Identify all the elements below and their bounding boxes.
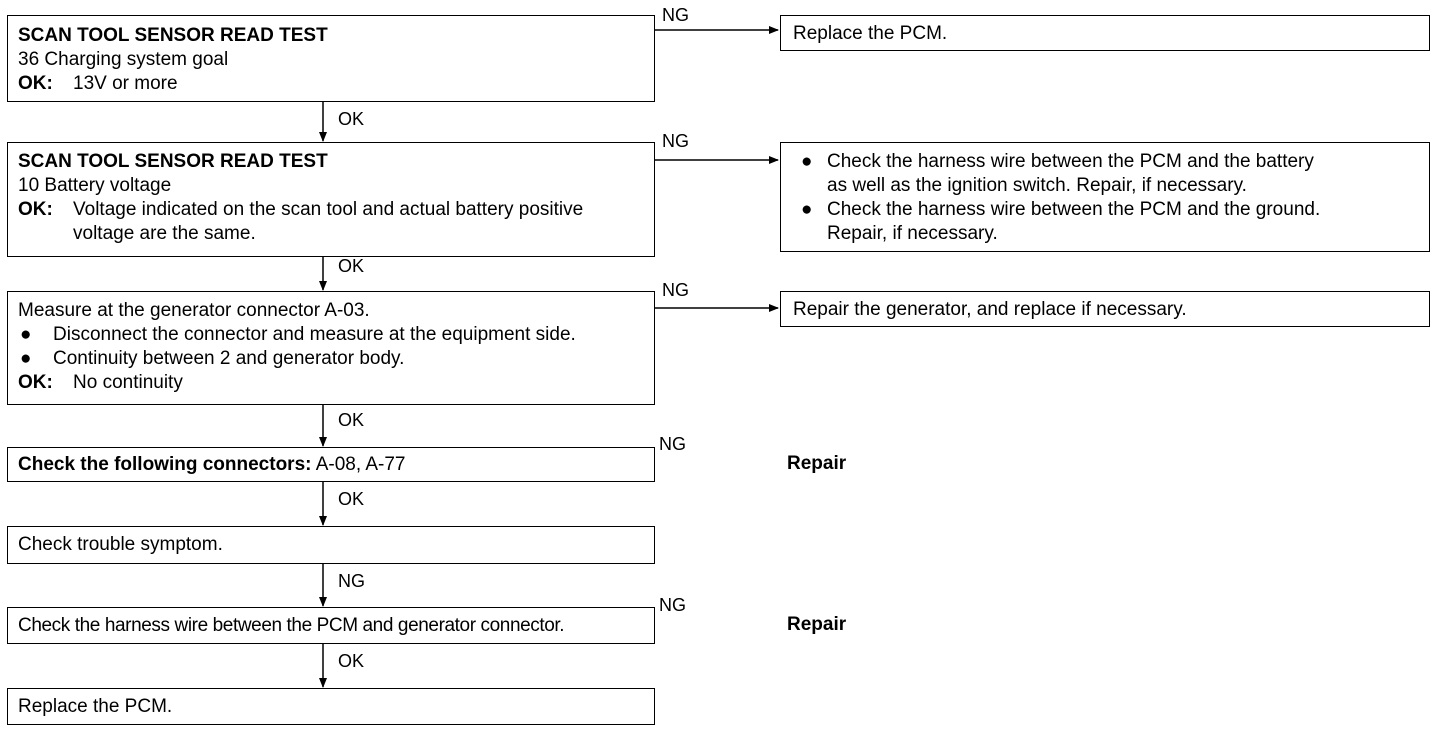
step-2-title: SCAN TOOL SENSOR READ TEST	[18, 151, 328, 172]
ok-flow-label: OK	[338, 651, 365, 671]
step-3-box	[7, 291, 655, 405]
step-7-item: Replace the PCM.	[18, 696, 173, 717]
step-1-ok	[18, 72, 654, 96]
repair-label-2: Repair	[787, 614, 847, 635]
ng-action-1-text: Replace the PCM.	[793, 23, 948, 44]
bullet-text: Continuity between 2 and generator body.	[53, 348, 405, 369]
step-1-item: 36 Charging system goal	[18, 49, 229, 70]
step-5-item: Check trouble symptom.	[18, 534, 223, 555]
step-2-item: 10 Battery voltage	[18, 175, 172, 196]
step-3-bullet-2	[18, 347, 654, 371]
step-4-connectors: A-08, A-77	[315, 454, 406, 475]
step-4-box	[7, 447, 655, 482]
ok-label: OK:	[18, 73, 53, 94]
step-1-box	[7, 15, 655, 102]
step-5-box	[7, 526, 655, 564]
ng-label: NG	[662, 131, 689, 151]
bullet-icon: ●	[20, 348, 32, 369]
bullet-icon: ●	[801, 199, 813, 220]
ng-label: NG	[659, 434, 686, 454]
step-2-ok	[18, 198, 654, 222]
ng-action-3-text: Repair the generator, and replace if necessary.	[793, 299, 1187, 320]
ok-flow-label: OK	[338, 489, 365, 509]
step-7-box	[7, 688, 655, 725]
step-4-item	[18, 453, 654, 477]
step-3-ok	[18, 371, 654, 395]
bullet-text: Check the harness wire between the PCM and the ground.	[827, 199, 1321, 220]
step-1-title: SCAN TOOL SENSOR READ TEST	[18, 25, 328, 46]
step-6-box	[7, 607, 655, 644]
ng-action-1-box	[780, 15, 1430, 51]
ng-action-2-box	[780, 142, 1430, 252]
step-4-title: Check the following connectors:	[18, 454, 312, 475]
step-3-bullet-1	[18, 323, 654, 347]
ok-label: OK:	[18, 372, 53, 393]
ng-label: NG	[662, 5, 689, 25]
ng-action-2-bullet-1	[793, 150, 1429, 198]
ng-action-2-bullet-2	[793, 198, 1429, 246]
ok-flow-label: OK	[338, 109, 365, 129]
ok-criterion: Voltage indicated on the scan tool and actual battery positive	[73, 199, 584, 220]
ng-label: NG	[659, 595, 686, 615]
bullet-icon: ●	[20, 324, 32, 345]
repair-label-1: Repair	[787, 453, 847, 474]
ok-criterion: 13V or more	[73, 73, 178, 94]
bullet-text: Disconnect the connector and measure at the equipment side.	[53, 324, 576, 345]
bullet-text: Check the harness wire between the PCM and the battery	[827, 151, 1314, 172]
bullet-icon: ●	[801, 151, 813, 172]
ng-action-3-box	[780, 291, 1430, 327]
step-2-ok-cont: voltage are the same.	[73, 223, 256, 244]
bullet-text-cont: Repair, if necessary.	[827, 223, 998, 244]
ng-label: NG	[662, 280, 689, 300]
step-2-box	[7, 142, 655, 257]
ok-label: OK:	[18, 199, 53, 220]
ok-flow-label: OK	[338, 410, 365, 430]
ok-flow-label: OK	[338, 256, 365, 276]
step-6-item: Check the harness wire between the PCM and generator connector.	[18, 615, 565, 636]
ng-flow-label: NG	[338, 571, 365, 591]
ok-criterion: No continuity	[73, 372, 183, 393]
step-3-item: Measure at the generator connector A-03.	[18, 300, 370, 321]
bullet-text-cont: as well as the ignition switch. Repair, if necessary.	[827, 175, 1247, 196]
